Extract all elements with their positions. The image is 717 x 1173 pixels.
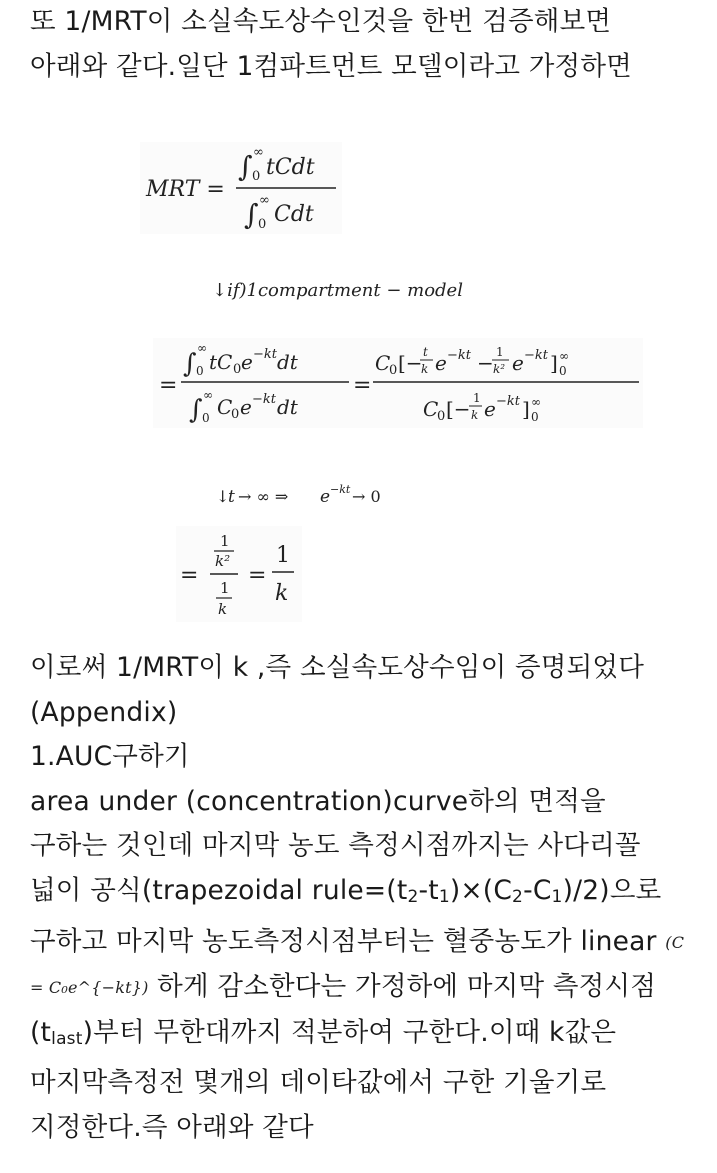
svg-text:e: e (241, 350, 253, 374)
svg-text:−kt: −kt (330, 483, 351, 496)
svg-text:0: 0 (389, 363, 398, 378)
svg-text:∫: ∫ (244, 198, 259, 231)
svg-text:∞: ∞ (259, 193, 270, 208)
svg-text:tCdt: tCdt (266, 155, 315, 180)
result-equation (176, 526, 302, 622)
step-limit (212, 482, 422, 510)
svg-text:k: k (421, 362, 429, 376)
integral-equation-svg (153, 338, 643, 428)
svg-text:−kt: −kt (253, 347, 277, 362)
svg-text:e: e (512, 351, 524, 375)
integral-equation (153, 338, 643, 428)
svg-text:e: e (484, 397, 496, 421)
step-limit-svg (212, 482, 422, 510)
svg-text:1: 1 (276, 543, 290, 568)
svg-text:0: 0 (531, 410, 539, 424)
intro-text: 또 1/MRT이 소실속도상수인것을 한번 검증해보면 아래와 같다.일단 1컴파트먼트 모델이라고 가정하면 (30, 6, 632, 82)
svg-text:∞: ∞ (197, 341, 207, 355)
svg-text:↓: ↓ (216, 487, 230, 506)
svg-text:=: = (353, 373, 372, 398)
svg-text:k: k (275, 581, 289, 606)
svg-text:0: 0 (196, 364, 204, 378)
svg-text:[−: [− (446, 397, 471, 421)
svg-text:1: 1 (473, 391, 481, 405)
svg-text:Cdt: Cdt (274, 202, 314, 227)
svg-text:=: = (159, 373, 178, 398)
svg-text:tC: tC (209, 350, 233, 374)
svg-text:k: k (218, 600, 228, 618)
auc-paragraph: area under (concentration)curve하의 면적을 구하는 것인데 마지막 농도 측정시점까지는 사다리꼴 넓이 공식(trapezoidal rule=(t2-t1)×(C2-C1)/2)으로 구하고 마지막 농도측정시점부터는 혈중농도가 linear (C = C₀e^{−kt}) 하게 감소한다는 가정하에 마지막 측정시점(tlast)부터 무한대까지 적분하여 구한다.이때 k값은 마지막측정전 몇개의 데이타값에서 구한 기울기로 지정한다.즉 아래와 같다 (30, 785, 685, 1143)
svg-text:∞: ∞ (531, 395, 541, 409)
svg-text:−kt: −kt (447, 348, 471, 363)
svg-text:1: 1 (496, 345, 504, 359)
svg-text:∫: ∫ (238, 150, 253, 183)
svg-text:e: e (320, 487, 331, 507)
svg-text:e: e (240, 395, 252, 419)
svg-text:0: 0 (437, 409, 446, 424)
inline-decay-equation: (C = C₀e^{−kt}) (30, 932, 685, 998)
svg-text:t: t (423, 345, 428, 359)
conclusion-block (30, 646, 690, 1151)
mrt-equation (140, 142, 342, 234)
svg-text:0: 0 (231, 407, 240, 422)
svg-text:−kt: −kt (496, 394, 520, 409)
auc-section-title: 1.AUC구하기 (30, 741, 190, 773)
svg-text:0: 0 (233, 362, 242, 377)
svg-text:C: C (217, 395, 233, 419)
svg-text:dt: dt (277, 395, 298, 419)
appendix-heading: (Appendix) (30, 696, 178, 728)
svg-text:]: ] (550, 351, 558, 375)
svg-text:k²: k² (493, 362, 506, 376)
svg-text:0: 0 (202, 411, 210, 425)
svg-text:k: k (471, 408, 479, 422)
svg-text:[−: [− (398, 351, 423, 375)
svg-text:e: e (435, 351, 447, 375)
svg-text:1: 1 (220, 579, 230, 597)
intro-paragraph (30, 0, 690, 89)
mrt-equation-svg (140, 142, 342, 234)
svg-text:→ ∞ ⇒: → ∞ ⇒ (238, 487, 289, 506)
svg-text:=: = (180, 563, 199, 588)
svg-text:∞: ∞ (559, 349, 569, 363)
conclusion-text: 이로써 1/MRT이 k ,즉 소실속도상수임이 증명되었다 (30, 652, 644, 683)
svg-text:k²: k² (215, 552, 231, 570)
svg-text:C: C (423, 397, 439, 421)
svg-text:0: 0 (252, 169, 261, 184)
svg-text:1: 1 (220, 532, 230, 550)
svg-text:∫: ∫ (189, 395, 203, 425)
svg-text:dt: dt (277, 350, 298, 374)
svg-text:−: − (477, 351, 494, 375)
svg-text:t: t (228, 487, 235, 507)
svg-text:−kt: −kt (252, 392, 276, 407)
svg-text:∞: ∞ (203, 388, 213, 402)
result-equation-svg (176, 526, 302, 622)
svg-text:−kt: −kt (524, 348, 548, 363)
svg-text:0: 0 (258, 217, 267, 232)
svg-text:0: 0 (559, 364, 567, 378)
svg-text:]: ] (522, 397, 530, 421)
svg-text:∫: ∫ (183, 349, 197, 379)
svg-text:∞: ∞ (253, 145, 264, 160)
step-one-compartment (212, 275, 532, 307)
svg-text:→ 0: → 0 (352, 487, 381, 506)
step-one-text: ↓if)1compartment − model (212, 280, 463, 301)
mrt-lhs: MRT = (146, 177, 225, 202)
svg-text:C: C (375, 351, 391, 375)
svg-text:=: = (248, 563, 267, 588)
